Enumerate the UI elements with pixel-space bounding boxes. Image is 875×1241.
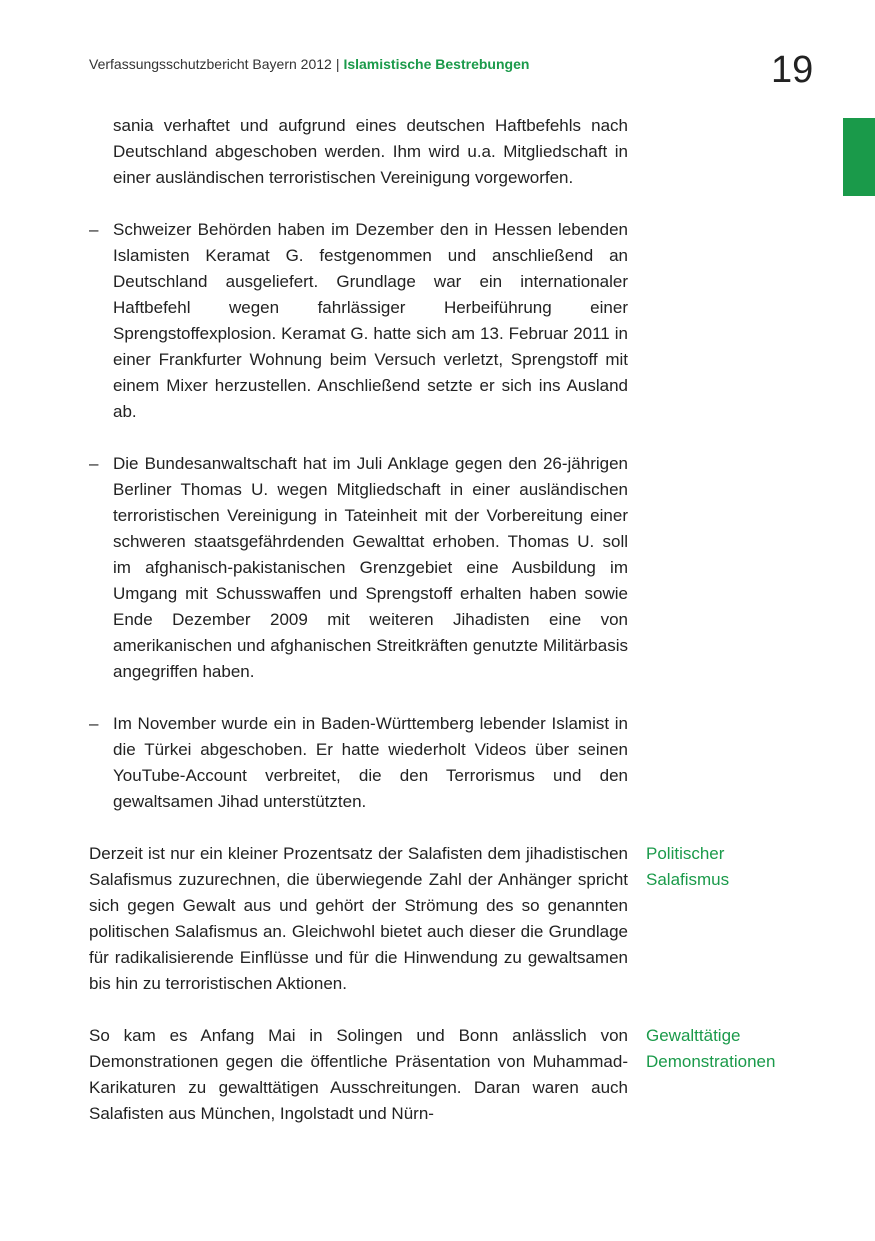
bullet-item (89, 711, 628, 815)
body-paragraph: So kam es Anfang Mai in Solingen und Bonn anlässlich von Demonstrationen gegen die öffentliche Präsentation von Muhammad-Karikaturen zu gewalttätigen Ausschreitungen. Daran waren auch Salafisten aus München, Ingolstadt und Nürn- (89, 1026, 628, 1123)
continued-bullet-text: sania verhaftet und aufgrund eines deutschen Haftbefehls nach Deutschland abgeschoben werden. Ihm wird u.a. Mitgliedschaft in einer ausländischen terroristischen Vereinigung vorgeworfen. (113, 116, 628, 187)
paragraph-block (89, 1023, 776, 1127)
bullet-text: Im November wurde ein in Baden-Württemberg lebender Islamist in die Türkei abgeschoben. Er hatte wiederholt Videos über seinen YouTube-Account verbreitet, die den Terrorismus und den gewaltsamen Jihad unterstützten. (113, 714, 628, 811)
margin-note-line: Gewalttätige (646, 1026, 741, 1045)
bullet-text: Die Bundesanwaltschaft hat im Juli Anklage gegen den 26-jährigen Berliner Thomas U. wegen Mitgliedschaft in einer ausländischen terroristischen Vereinigung in Tateinheit mit der Vorbereitung einer schweren staatsgefährdenden Gewalttat erhoben. Thomas U. soll im afghanisch-pakistanischen Grenzgebiet eine Ausbildung im Umgang mit Schusswaffen und Sprengstoff erhalten haben sowie Ende Dezember 2009 mit weiteren Jihadisten eine von amerikanischen und afghanischen Streitkräften genutzte Militärbasis angegriffen haben. (113, 454, 628, 681)
section-title: Islamistische Bestrebungen (343, 56, 530, 72)
chapter-thumb-tab (843, 118, 875, 196)
page-number: 19 (771, 49, 814, 91)
body-paragraph: Derzeit ist nur ein kleiner Prozentsatz der Salafisten dem jihadistischen Salafismus zuzurechnen, die überwiegende Zahl der Anhänger spricht sich gegen Gewalt aus und gehört der Strömung des so genannten politischen Salafismus an. Gleichwohl bietet auch dieser die Grundlage für radikalisierende Einflüsse und für die Hinwendung zu gewaltsamen bis hin zu terroristischen Aktionen. (89, 844, 628, 993)
bullet-dash: – (89, 714, 99, 733)
bullet-item (89, 217, 628, 425)
margin-note-line: Demonstrationen (646, 1052, 776, 1071)
bullet-item (89, 451, 628, 685)
report-title: Verfassungsschutzbericht Bayern 2012 (89, 56, 332, 72)
margin-note-line: Politischer (646, 844, 725, 863)
margin-note-line: Salafismus (646, 870, 730, 889)
header-separator: | (335, 56, 340, 72)
margin-note (646, 841, 816, 893)
main-text-column (89, 113, 776, 1153)
bullet-dash: – (89, 454, 99, 473)
paragraph-block (89, 841, 730, 997)
bullet-text: Schweizer Behörden haben im Dezember den in Hessen lebenden Islamisten Keramat G. festgenommen und anschließend an Deutschland ausgeliefert. Grundlage war ein internationaler Haftbefehl wegen fahrlässiger Herbeiführung einer Sprengstoffexplosion. Keramat G. hatte sich am 13. Februar 2011 in einer Frankfurter Wohnung beim Versuch verletzt, Sprengstoff mit einem Mixer herzustellen. Anschließend setzte er sich ins Ausland ab. (113, 220, 628, 421)
running-header (89, 56, 529, 72)
margin-note (646, 1023, 816, 1075)
bullet-dash: – (89, 220, 99, 239)
